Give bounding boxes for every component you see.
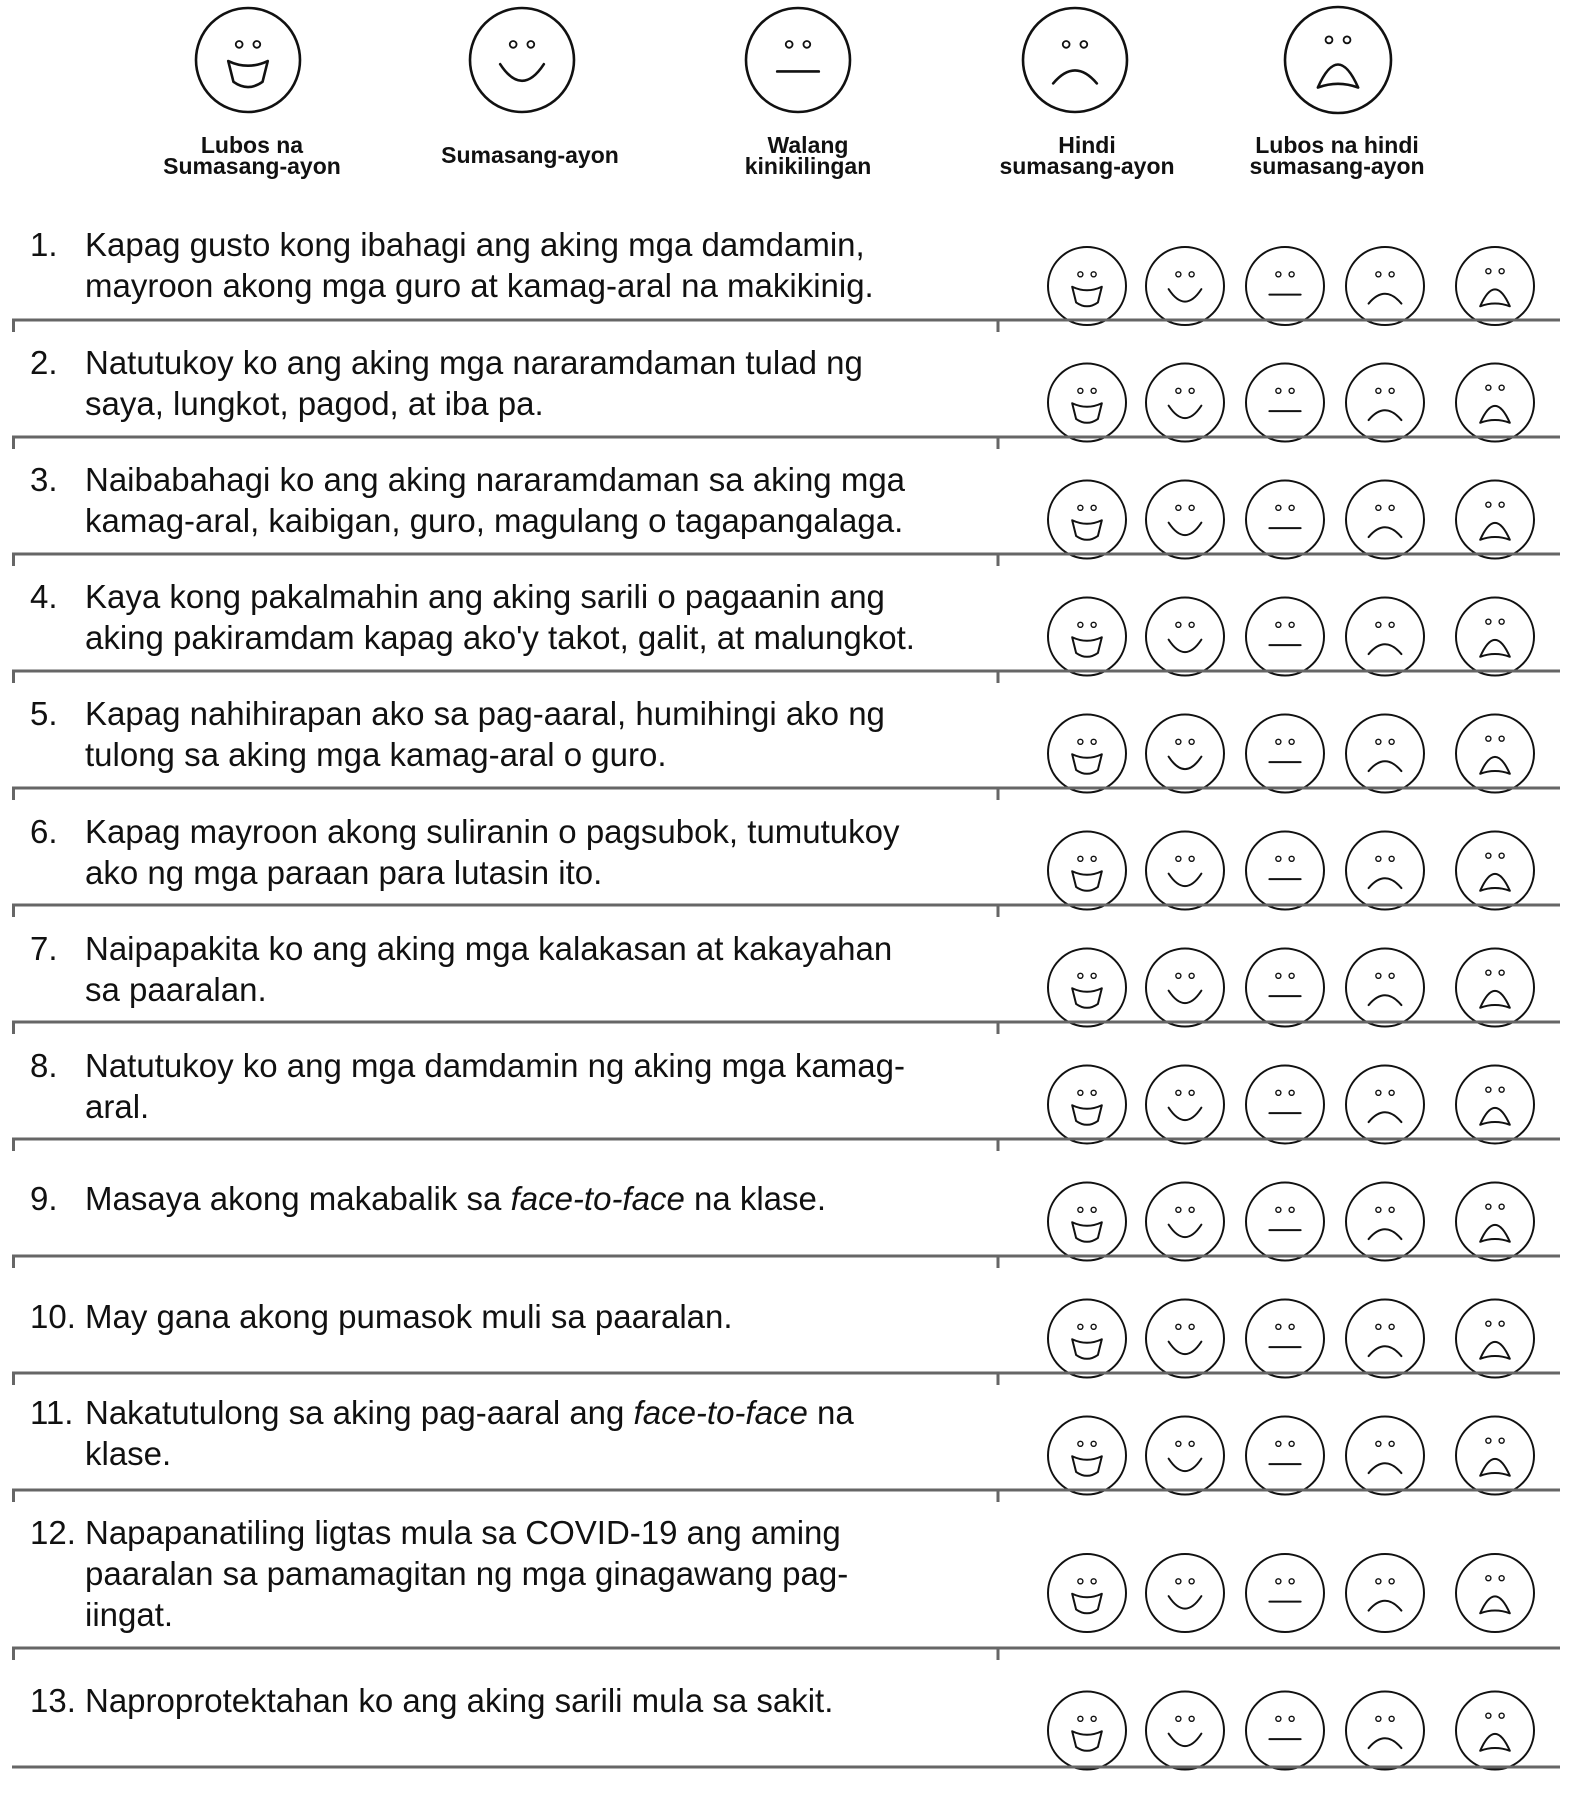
row-separator [12,320,1560,332]
rating-9-happy-face-icon[interactable] [1146,1183,1224,1261]
scale-label-line: sumasang-ayon [1249,153,1425,179]
scale-label-line: Sumasang-ayon [163,153,341,179]
statement-fragment: Nakatutulong sa aking pag-aaral ang [85,1394,634,1431]
rating-13-neutral-face-icon[interactable] [1246,1692,1324,1770]
statement-fragment: Kapag gusto kong ibahagi ang aking mga damdamin, mayroon akong mga guro at kamag-aral na makikinig. [85,226,874,304]
rating-10-neutral-face-icon[interactable] [1246,1300,1324,1378]
row-separator [12,1490,1560,1502]
statement-emphasis: face-to-face [633,1394,808,1431]
scale-label-line: Sumasang-ayon [441,142,619,168]
rating-1-neutral-face-icon[interactable] [1246,247,1324,325]
rating-3-sad-face-icon[interactable] [1346,481,1424,559]
statement-fragment: Kapag nahihirapan ako sa pag-aaral, humihingi ako ng tulong sa aking mga kamag-aral o guro. [85,695,885,773]
rating-12-very-sad-face-icon[interactable] [1456,1554,1534,1632]
rating-1-happy-face-icon[interactable] [1146,247,1224,325]
row-separator [12,788,1560,800]
rating-12-sad-face-icon[interactable] [1346,1554,1424,1632]
rating-10-very-happy-face-icon[interactable] [1048,1300,1126,1378]
statement-emphasis: face-to-face [510,1180,685,1217]
rating-10-very-sad-face-icon[interactable] [1456,1300,1534,1378]
rating-5-happy-face-icon[interactable] [1146,715,1224,793]
rating-5-neutral-face-icon[interactable] [1246,715,1324,793]
rating-5-very-sad-face-icon[interactable] [1456,715,1534,793]
rating-10-happy-face-icon[interactable] [1146,1300,1224,1378]
rating-2-neutral-face-icon[interactable] [1246,364,1324,442]
statement-fragment: Naibabahagi ko ang aking nararamdaman sa aking mga kamag-aral, kaibigan, guro, magulang o tagapangalaga. [85,461,906,539]
statement-number: 4. [30,578,58,615]
rating-12-very-happy-face-icon[interactable] [1048,1554,1126,1632]
rating-4-very-sad-face-icon[interactable] [1456,598,1534,676]
statement-number: 9. [30,1180,58,1217]
rating-7-very-sad-face-icon[interactable] [1456,949,1534,1027]
rating-5-sad-face-icon[interactable] [1346,715,1424,793]
statement-number: 2. [30,344,58,381]
row-separator [12,1139,1560,1151]
statement-number: 10. [30,1298,76,1335]
rating-9-sad-face-icon[interactable] [1346,1183,1424,1261]
statement-fragment: na klase. [684,1180,827,1217]
row-separator [12,437,1560,449]
statement-number: 1. [30,226,58,263]
rating-8-neutral-face-icon[interactable] [1246,1066,1324,1144]
row-separator [12,1373,1560,1385]
rating-8-happy-face-icon[interactable] [1146,1066,1224,1144]
rating-12-happy-face-icon[interactable] [1146,1554,1224,1632]
rating-6-very-happy-face-icon[interactable] [1048,832,1126,910]
statement-fragment: na klase. [85,1394,854,1472]
scale-label-line: Walang [767,132,849,158]
rating-7-sad-face-icon[interactable] [1346,949,1424,1027]
statement-number: 13. [30,1682,76,1719]
row-separator [12,905,1560,917]
statement-fragment: Naipapakita ko ang aking mga kalakasan at kakayahan sa paaralan. [85,930,893,1008]
rating-3-happy-face-icon[interactable] [1146,481,1224,559]
rating-3-very-happy-face-icon[interactable] [1048,481,1126,559]
rating-7-neutral-face-icon[interactable] [1246,949,1324,1027]
rating-3-very-sad-face-icon[interactable] [1456,481,1534,559]
rating-1-very-sad-face-icon[interactable] [1456,247,1534,325]
rating-8-very-sad-face-icon[interactable] [1456,1066,1534,1144]
rating-2-very-sad-face-icon[interactable] [1456,364,1534,442]
rating-13-happy-face-icon[interactable] [1146,1692,1224,1770]
statement-number: 3. [30,461,58,498]
statement-number: 12. [30,1514,76,1551]
rating-2-sad-face-icon[interactable] [1346,364,1424,442]
rating-4-neutral-face-icon[interactable] [1246,598,1324,676]
statement-number: 11. [30,1394,74,1431]
scale-label-line: Hindi [1058,132,1116,158]
statement-number: 8. [30,1047,58,1084]
rating-4-sad-face-icon[interactable] [1346,598,1424,676]
rating-11-sad-face-icon[interactable] [1346,1417,1424,1495]
rating-8-sad-face-icon[interactable] [1346,1066,1424,1144]
rating-6-neutral-face-icon[interactable] [1246,832,1324,910]
statement-fragment: Kapag mayroon akong suliranin o pagsubok, tumutukoy ako ng mga paraan para lutasin ito. [85,813,900,891]
rating-11-happy-face-icon[interactable] [1146,1417,1224,1495]
rating-10-sad-face-icon[interactable] [1346,1300,1424,1378]
rating-7-very-happy-face-icon[interactable] [1048,949,1126,1027]
rating-4-happy-face-icon[interactable] [1146,598,1224,676]
rating-12-neutral-face-icon[interactable] [1246,1554,1324,1632]
statement-fragment: Kaya kong pakalmahin ang aking sarili o pagaanin ang aking pakiramdam kapag ako'y takot, galit, at malungkot. [85,578,915,656]
rating-3-neutral-face-icon[interactable] [1246,481,1324,559]
statement-fragment: Masaya akong makabalik sa [85,1180,511,1217]
scale-label-line: Lubos na hindi [1255,132,1419,158]
statement-fragment: Natutukoy ko ang mga damdamin ng aking mga kamag- aral. [85,1047,905,1125]
scale-label-line: sumasang-ayon [999,153,1175,179]
rating-9-very-happy-face-icon[interactable] [1048,1183,1126,1261]
rating-1-very-happy-face-icon[interactable] [1048,247,1126,325]
rating-11-neutral-face-icon[interactable] [1246,1417,1324,1495]
rating-13-very-happy-face-icon[interactable] [1048,1692,1126,1770]
rating-1-sad-face-icon[interactable] [1346,247,1424,325]
statement-fragment: Naproprotektahan ko ang aking sarili mula sa sakit. [85,1682,834,1719]
rating-2-very-happy-face-icon[interactable] [1048,364,1126,442]
scale-label-line: kinikilingan [744,153,872,179]
statement-number: 7. [30,930,58,967]
rating-13-very-sad-face-icon[interactable] [1456,1692,1534,1770]
scale-label-line: Lubos na [200,132,304,158]
rating-7-happy-face-icon[interactable] [1146,949,1224,1027]
statement-fragment: Napapanatiling ligtas mula sa COVID-19 ang aming paaralan sa pamamagitan ng mga ginagawang pag- iingat. [85,1514,849,1633]
row-separator [12,1648,1560,1660]
row-separator [12,671,1560,683]
rating-13-sad-face-icon[interactable] [1346,1692,1424,1770]
statement-number: 5. [30,695,58,732]
rating-6-sad-face-icon[interactable] [1346,832,1424,910]
rating-6-happy-face-icon[interactable] [1146,832,1224,910]
rating-8-very-happy-face-icon[interactable] [1048,1066,1126,1144]
rating-9-neutral-face-icon[interactable] [1246,1183,1324,1261]
rating-11-very-happy-face-icon[interactable] [1048,1417,1126,1495]
rating-6-very-sad-face-icon[interactable] [1456,832,1534,910]
statement-fragment: May gana akong pumasok muli sa paaralan. [85,1298,733,1335]
rating-5-very-happy-face-icon[interactable] [1048,715,1126,793]
rating-2-happy-face-icon[interactable] [1146,364,1224,442]
rating-9-very-sad-face-icon[interactable] [1456,1183,1534,1261]
row-separator [12,554,1560,566]
rating-4-very-happy-face-icon[interactable] [1048,598,1126,676]
row-separator [12,1022,1560,1034]
statement-fragment: Natutukoy ko ang aking mga nararamdaman tulad ng saya, lungkot, pagod, at iba pa. [85,344,863,422]
rating-11-very-sad-face-icon[interactable] [1456,1417,1534,1495]
statement-number: 6. [30,813,58,850]
row-separator [12,1256,1560,1268]
